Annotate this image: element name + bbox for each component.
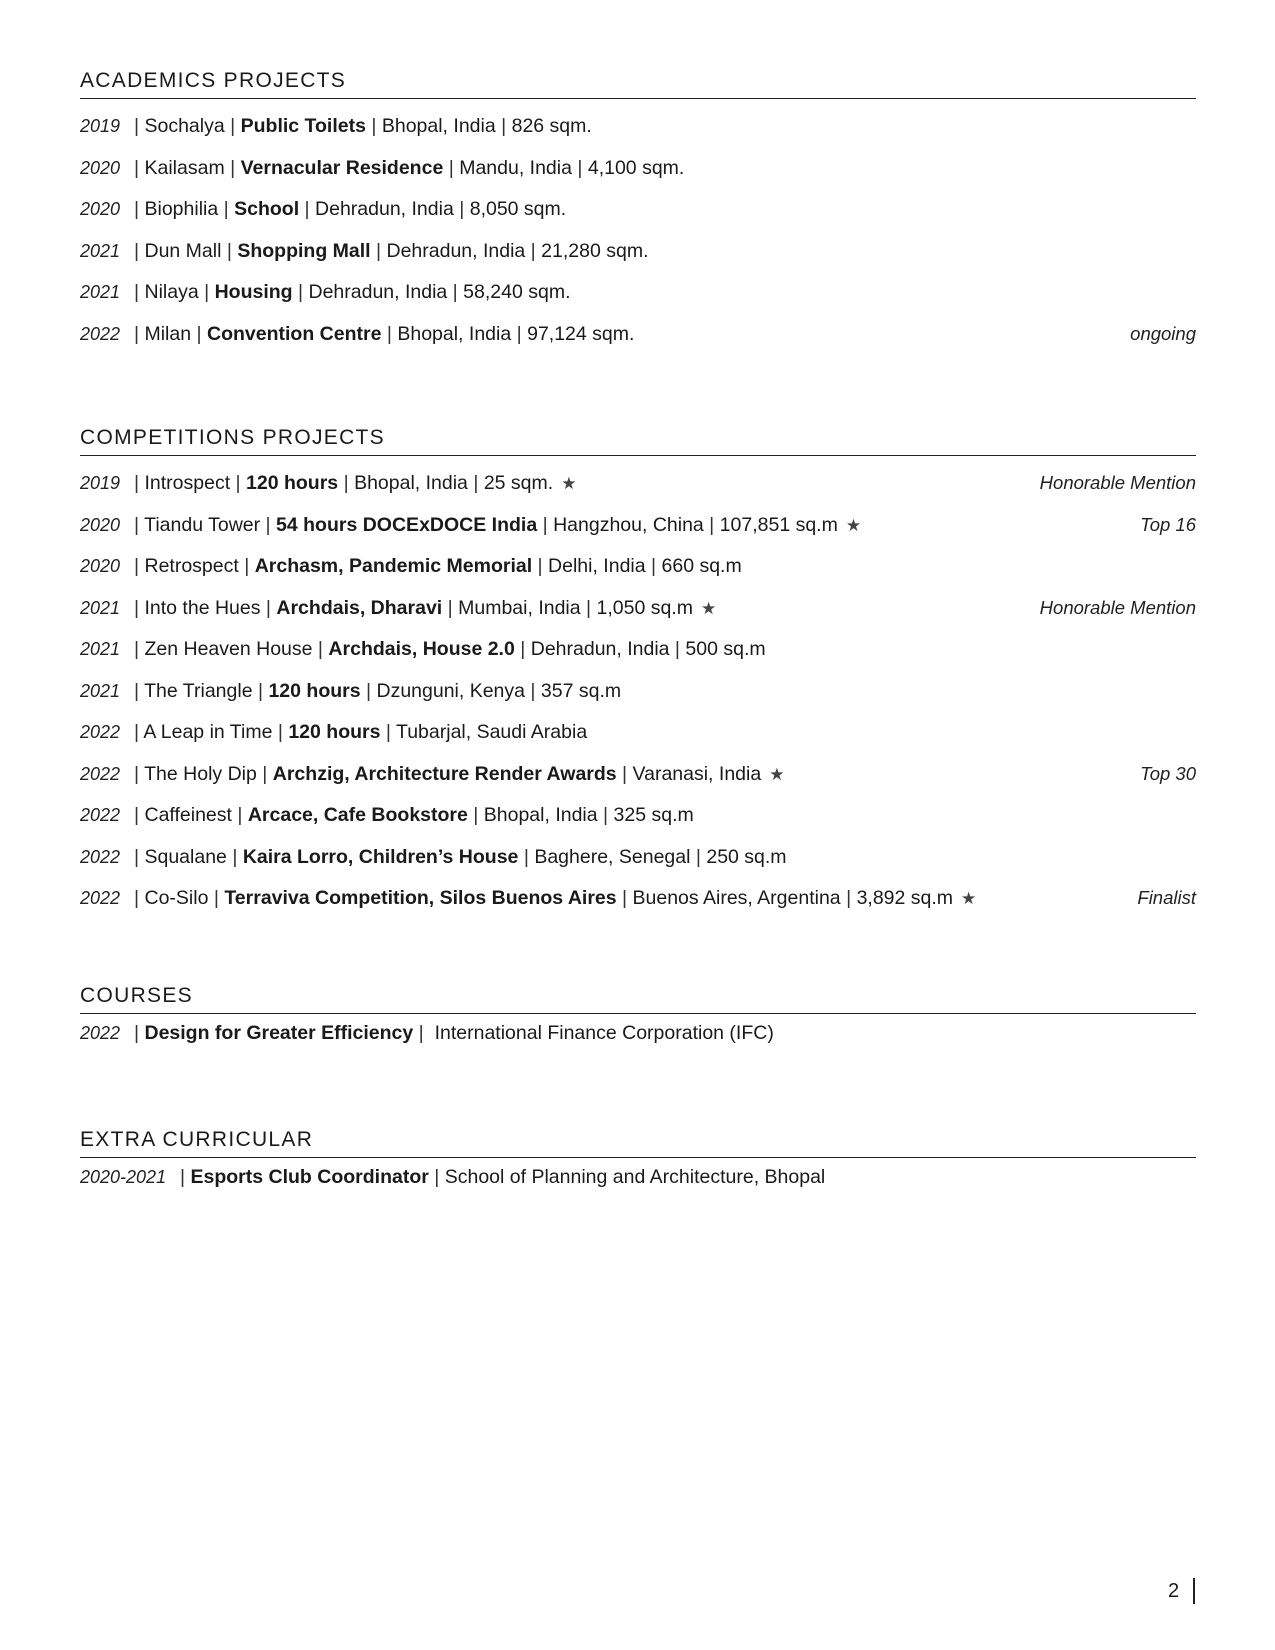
- competitions-row: [80, 719, 1196, 761]
- project-type: Vernacular Residence: [240, 156, 444, 179]
- competition-year: 2020: [80, 514, 121, 535]
- course-org: International Finance Corporation (IFC): [434, 1022, 774, 1044]
- project-name: Kailasam: [144, 156, 225, 179]
- competition-location: Varanasi, India: [632, 762, 762, 785]
- academics-row: [80, 321, 1196, 363]
- project-details: | Kailasam | Vernacular Residence | Mandu, India | 4,100 sqm.: [134, 156, 685, 179]
- competition-title: Arcace, Cafe Bookstore: [247, 804, 468, 826]
- competition-title: 120 hours: [246, 472, 339, 494]
- competition-title: Archzig, Architecture Render Awards: [272, 762, 617, 785]
- project-area: 58,240 sqm.: [463, 281, 571, 303]
- project-area: 826 sqm.: [511, 115, 592, 137]
- project-type: Housing: [214, 281, 293, 303]
- competitions-row: [80, 553, 1196, 595]
- competition-details: | The Holy Dip | Archzig, Architecture Render Awards | Varanasi, India ★: [134, 762, 785, 785]
- extra-section: [80, 1127, 1196, 1196]
- academics-row: [80, 113, 1196, 155]
- competition-title: 120 hours: [288, 721, 381, 743]
- academics-row: [80, 279, 1196, 321]
- academics-row: [80, 238, 1196, 280]
- project-details: | Biophilia | School | Dehradun, India | 8,050 sqm.: [134, 198, 567, 220]
- project-details: | Dun Mall | Shopping Mall | Dehradun, India | 21,280 sqm.: [134, 239, 649, 262]
- star-icon: ★: [561, 474, 577, 493]
- courses-heading: COURSES: [80, 983, 1196, 1014]
- competition-details: | A Leap in Time | 120 hours | Tubarjal, Saudi Arabia: [134, 721, 588, 743]
- competitions-row: [80, 595, 1196, 637]
- extra-heading: EXTRA CURRICULAR: [80, 1127, 1196, 1158]
- competition-area: 357 sq.m: [540, 679, 622, 702]
- course-body: | Design for Greater Efficiency | International Finance Corporation (IFC): [134, 1022, 774, 1044]
- project-year: 2020: [80, 199, 121, 219]
- extra-org: School of Planning and Architecture, Bhopal: [444, 1166, 826, 1188]
- competitions-row: [80, 470, 1196, 512]
- competitions-row: [80, 678, 1196, 720]
- competition-details: | Caffeinest | Arcace, Cafe Bookstore | Bhopal, India | 325 sq.m: [134, 804, 694, 826]
- competition-name: Squalane: [144, 845, 227, 868]
- project-location: Dehradun, India: [315, 198, 454, 220]
- project-name: Sochalya: [144, 115, 225, 137]
- competition-title: 54 hours DOCExDOCE India: [276, 513, 538, 536]
- competition-award: Honorable Mention: [1039, 472, 1196, 493]
- courses-section: [80, 983, 1196, 1052]
- competition-location: Delhi, India: [548, 555, 646, 577]
- star-icon: ★: [701, 598, 717, 618]
- competition-area: 107,851 sq.m: [719, 513, 838, 536]
- competition-name: Co-Silo: [144, 887, 209, 909]
- competition-name: Zen Heaven House: [144, 638, 313, 660]
- competition-title: Terraviva Competition, Silos Buenos Aires: [224, 887, 617, 909]
- competition-name: Introspect: [144, 472, 231, 494]
- competition-details: | Tiandu Tower | 54 hours DOCExDOCE India | Hangzhou, China | 107,851 sq.m ★: [134, 513, 862, 536]
- competition-area: 250 sq.m: [706, 845, 787, 868]
- competition-name: Into the Hues: [144, 596, 261, 619]
- project-location: Bhopal, India: [397, 322, 512, 345]
- competition-name: A Leap in Time: [143, 721, 273, 743]
- competition-title: 120 hours: [268, 679, 361, 702]
- competition-location: Hangzhou, China: [553, 513, 704, 536]
- project-area: 21,280 sqm.: [541, 239, 649, 262]
- competition-details: | Squalane | Kaira Lorro, Children’s House | Baghere, Senegal | 250 sq.m: [134, 845, 787, 868]
- project-details: | Nilaya | Housing | Dehradun, India | 58,240 sqm.: [134, 281, 571, 303]
- project-area: 4,100 sqm.: [587, 156, 685, 179]
- competition-year: 2021: [80, 680, 121, 701]
- competition-area: 500 sq.m: [685, 638, 766, 660]
- competition-title: Archdais, House 2.0: [328, 638, 515, 660]
- page-number-text: 2: [1168, 1580, 1180, 1602]
- competitions-list: [80, 470, 1196, 927]
- competition-title: Archasm, Pandemic Memorial: [254, 555, 533, 577]
- course-title: Design for Greater Efficiency: [144, 1022, 414, 1044]
- project-year: 2021: [80, 282, 121, 302]
- academics-row: [80, 196, 1196, 238]
- competition-year: 2020: [80, 556, 121, 576]
- project-name: Dun Mall: [144, 239, 222, 262]
- page-number: [1168, 1578, 1195, 1604]
- project-name: Milan: [144, 322, 192, 345]
- competition-name: Retrospect: [144, 555, 239, 577]
- competitions-section: [80, 425, 1196, 927]
- project-details: | Sochalya | Public Toilets | Bhopal, India | 826 sqm.: [134, 115, 592, 137]
- competition-location: Dehradun, India: [530, 638, 670, 660]
- competition-location: Dzunguni, Kenya: [376, 679, 526, 702]
- extra-title: Esports Club Coordinator: [190, 1166, 429, 1188]
- star-icon: ★: [845, 515, 862, 535]
- course-year: 2022: [80, 1023, 121, 1043]
- competitions-row: [80, 885, 1196, 927]
- competition-location: Mumbai, India: [458, 596, 581, 619]
- competitions-heading: COMPETITIONS PROJECTS: [80, 425, 1196, 456]
- competition-area: 1,050 sq.m: [596, 596, 693, 619]
- competition-year: 2022: [80, 763, 121, 784]
- competition-details: | Zen Heaven House | Archdais, House 2.0 | Dehradun, India | 500 sq.m: [134, 638, 766, 660]
- competitions-row: [80, 802, 1196, 844]
- project-area: 8,050 sqm.: [469, 198, 567, 220]
- star-icon: ★: [961, 889, 977, 908]
- project-year: 2019: [80, 116, 121, 136]
- project-status: ongoing: [1130, 322, 1196, 344]
- project-year: 2020: [80, 157, 121, 178]
- competition-location: Tubarjal, Saudi Arabia: [396, 721, 588, 743]
- competition-details: | Into the Hues | Archdais, Dharavi | Mumbai, India | 1,050 sq.m ★: [134, 596, 717, 619]
- competitions-row: [80, 636, 1196, 678]
- competition-award: Top 30: [1140, 762, 1196, 784]
- project-type: School: [234, 198, 300, 220]
- competition-award: Top 16: [1140, 513, 1196, 535]
- competition-year: 2021: [80, 597, 121, 618]
- competition-name: The Triangle: [144, 679, 253, 702]
- competition-location: Buenos Aires, Argentina: [632, 887, 841, 909]
- competitions-row: [80, 761, 1196, 803]
- project-year: 2022: [80, 323, 121, 344]
- competition-name: Tiandu Tower: [144, 513, 261, 536]
- competition-details: | Co-Silo | Terraviva Competition, Silos Buenos Aires | Buenos Aires, Argentina | 3,892 sq.m ★: [134, 887, 977, 909]
- project-type: Shopping Mall: [237, 239, 371, 262]
- competition-name: Caffeinest: [144, 804, 232, 826]
- competition-award: Finalist: [1137, 887, 1196, 908]
- extra-year: 2020-2021: [80, 1167, 167, 1187]
- project-area: 97,124 sqm.: [527, 322, 635, 345]
- project-location: Mandu, India: [459, 156, 572, 179]
- project-name: Biophilia: [144, 198, 219, 220]
- competition-location: Bhopal, India: [354, 472, 468, 494]
- academics-section: [80, 68, 1196, 362]
- competition-location: Bhopal, India: [483, 804, 598, 826]
- competition-area: 660 sq.m: [661, 555, 742, 577]
- star-icon: ★: [769, 764, 785, 784]
- competition-year: 2019: [80, 473, 121, 493]
- competitions-row: [80, 844, 1196, 886]
- competition-year: 2022: [80, 722, 121, 742]
- academics-row: [80, 155, 1196, 197]
- competition-year: 2022: [80, 888, 121, 908]
- competition-details: | Retrospect | Archasm, Pandemic Memorial | Delhi, India | 660 sq.m: [134, 555, 742, 577]
- competition-details: | Introspect | 120 hours | Bhopal, India | 25 sqm. ★: [134, 472, 577, 494]
- project-type: Convention Centre: [207, 322, 382, 345]
- academics-heading: ACADEMICS PROJECTS: [80, 68, 1196, 99]
- competition-location: Baghere, Senegal: [534, 845, 691, 868]
- competition-area: 325 sq.m: [613, 804, 694, 826]
- competition-title: Kaira Lorro, Children’s House: [242, 845, 519, 868]
- academics-list: [80, 113, 1196, 362]
- page-number-bar: [1193, 1578, 1195, 1604]
- course-row: [80, 1020, 1196, 1052]
- competitions-row: [80, 512, 1196, 554]
- extra-row: [80, 1164, 1196, 1196]
- competition-area: 25 sqm.: [483, 472, 554, 494]
- project-location: Bhopal, India: [381, 115, 496, 137]
- competition-area: 3,892 sq.m: [856, 887, 954, 909]
- competition-details: | The Triangle | 120 hours | Dzunguni, Kenya | 357 sq.m: [134, 679, 622, 702]
- competition-name: The Holy Dip: [144, 762, 257, 785]
- project-location: Dehradun, India: [308, 281, 448, 303]
- project-type: Public Toilets: [240, 115, 366, 137]
- competition-award: Honorable Mention: [1039, 596, 1196, 618]
- competition-year: 2021: [80, 639, 121, 659]
- extra-body: | Esports Club Coordinator | School of Planning and Architecture, Bhopal: [180, 1166, 826, 1188]
- competition-year: 2022: [80, 805, 121, 825]
- project-location: Dehradun, India: [386, 239, 526, 262]
- competition-title: Archdais, Dharavi: [276, 596, 443, 619]
- project-name: Nilaya: [144, 281, 199, 303]
- project-details: | Milan | Convention Centre | Bhopal, India | 97,124 sqm.: [134, 322, 635, 345]
- competition-year: 2022: [80, 846, 121, 867]
- project-year: 2021: [80, 240, 121, 261]
